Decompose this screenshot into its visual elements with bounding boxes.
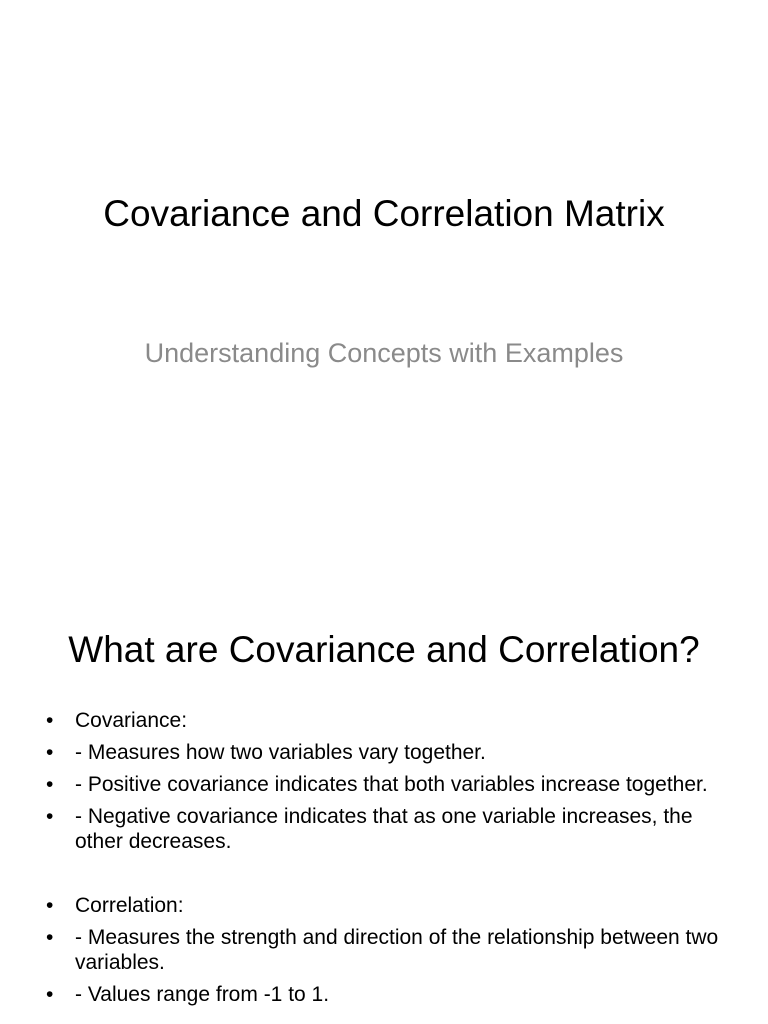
bullet-marker: •: [46, 741, 54, 764]
bullet-text: - Values range from -1 to 1.: [75, 983, 330, 1006]
bullet-marker: •: [46, 983, 54, 1006]
presentation-title: Covariance and Correlation Matrix: [103, 193, 665, 234]
bullet-item: [46, 804, 726, 854]
bullet-text: - Positive covariance indicates that both variables increase together.: [75, 773, 708, 796]
content-slide: [0, 576, 768, 1024]
bullet-marker: •: [46, 926, 54, 949]
bullet-item: [46, 982, 726, 1007]
bullet-item: [46, 772, 726, 797]
bullet-item: [46, 925, 726, 975]
bullet-text: - Measures the strength and direction of the relationship between two variables.: [75, 926, 719, 974]
bullet-marker: •: [46, 709, 54, 732]
slide-title: What are Covariance and Correlation?: [68, 629, 700, 670]
bullet-marker: •: [46, 894, 54, 917]
bullet-text: Correlation:: [75, 894, 184, 917]
bullet-text: - Negative covariance indicates that as one variable increases, the other decreases.: [75, 805, 693, 853]
bullet-item: [46, 708, 726, 733]
bullet-list: [46, 708, 726, 1014]
bullet-item: [46, 893, 726, 918]
bullet-item: [46, 740, 726, 765]
presentation-subtitle: Understanding Concepts with Examples: [144, 338, 624, 368]
bullet-marker: •: [46, 773, 54, 796]
bullet-text: Covariance:: [75, 709, 188, 732]
bullet-spacer: [46, 861, 726, 886]
bullet-marker: •: [46, 805, 54, 828]
bullet-text: - Measures how two variables vary together.: [75, 741, 486, 764]
